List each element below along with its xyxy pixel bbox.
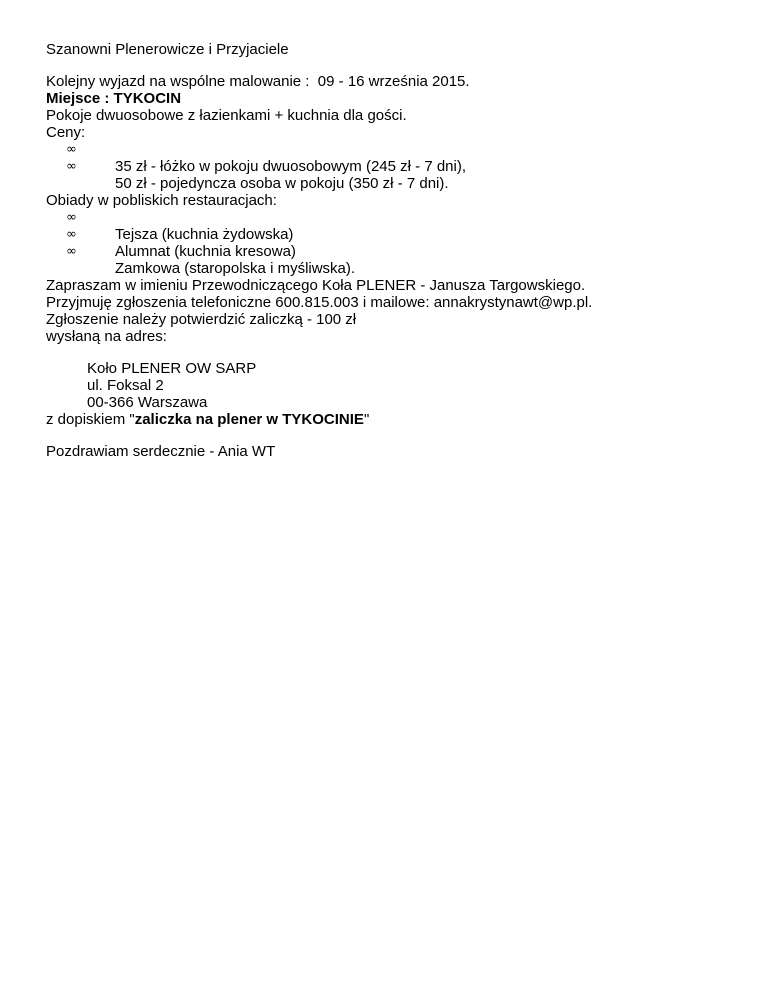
address-line: Koło PLENER OW SARP — [87, 360, 257, 377]
invite-line: Zapraszam w imieniu Przewodniczącego Koła PLENER - Janusza Targowskiego. — [46, 277, 586, 294]
send-line: wysłaną na adres: — [46, 328, 167, 345]
dinners-label: Obiady w pobliskich restauracjach: — [46, 192, 277, 209]
note-suffix: " — [363, 411, 370, 428]
address-line: 00-366 Warszawa — [87, 394, 208, 411]
list-item — [46, 243, 726, 277]
infinity-bullet-icon: ∞ — [66, 159, 77, 174]
rooms-line: Pokoje dwuosobowe z łazienkami + kuchnia dla gości. — [46, 107, 407, 124]
contact-line: Przyjmuję zgłoszenia telefoniczne 600.815.003 i mailowe: annakrystynawt@wp.pl. — [46, 294, 593, 311]
note-bold: zaliczka na plener w TYKOCINIE — [134, 411, 364, 428]
note-prefix: z dopiskiem " — [46, 411, 135, 428]
place-label: Miejsce : TYKOCIN — [46, 90, 182, 107]
list-item — [46, 209, 726, 243]
deposit-line: Zgłoszenie należy potwierdzić zaliczką - 100 zł — [46, 311, 357, 328]
list-item — [46, 141, 726, 175]
price-text: 50 zł - pojedyncza osoba w pokoju (350 zł - 7 dni). — [115, 175, 449, 192]
greeting: Szanowni Plenerowicze i Przyjaciele — [46, 41, 289, 58]
infinity-bullet-icon: ∞ — [66, 142, 77, 157]
trip-line: Kolejny wyjazd na wspólne malowanie : 09 - 16 września 2015. — [46, 73, 470, 90]
note-line — [46, 411, 726, 428]
postal-address — [46, 360, 726, 411]
list-item — [46, 158, 726, 192]
closing: Pozdrawiam serdecznie - Ania WT — [46, 443, 276, 460]
list-item — [46, 226, 726, 260]
restaurant-text: Zamkowa (staropolska i myśliwska). — [115, 260, 356, 277]
price-text: 35 zł - łóżko w pokoju dwuosobowym (245 zł - 7 dni), — [115, 158, 467, 175]
restaurants-list — [46, 209, 726, 277]
address-line: ul. Foksal 2 — [87, 377, 164, 394]
letter-body — [46, 41, 726, 460]
restaurant-text: Tejsza (kuchnia żydowska) — [115, 226, 294, 243]
infinity-bullet-icon: ∞ — [66, 227, 77, 242]
prices-list — [46, 141, 726, 192]
infinity-bullet-icon: ∞ — [66, 244, 77, 259]
prices-label: Ceny: — [46, 124, 86, 141]
infinity-bullet-icon: ∞ — [66, 210, 77, 225]
restaurant-text: Alumnat (kuchnia kresowa) — [115, 243, 296, 260]
